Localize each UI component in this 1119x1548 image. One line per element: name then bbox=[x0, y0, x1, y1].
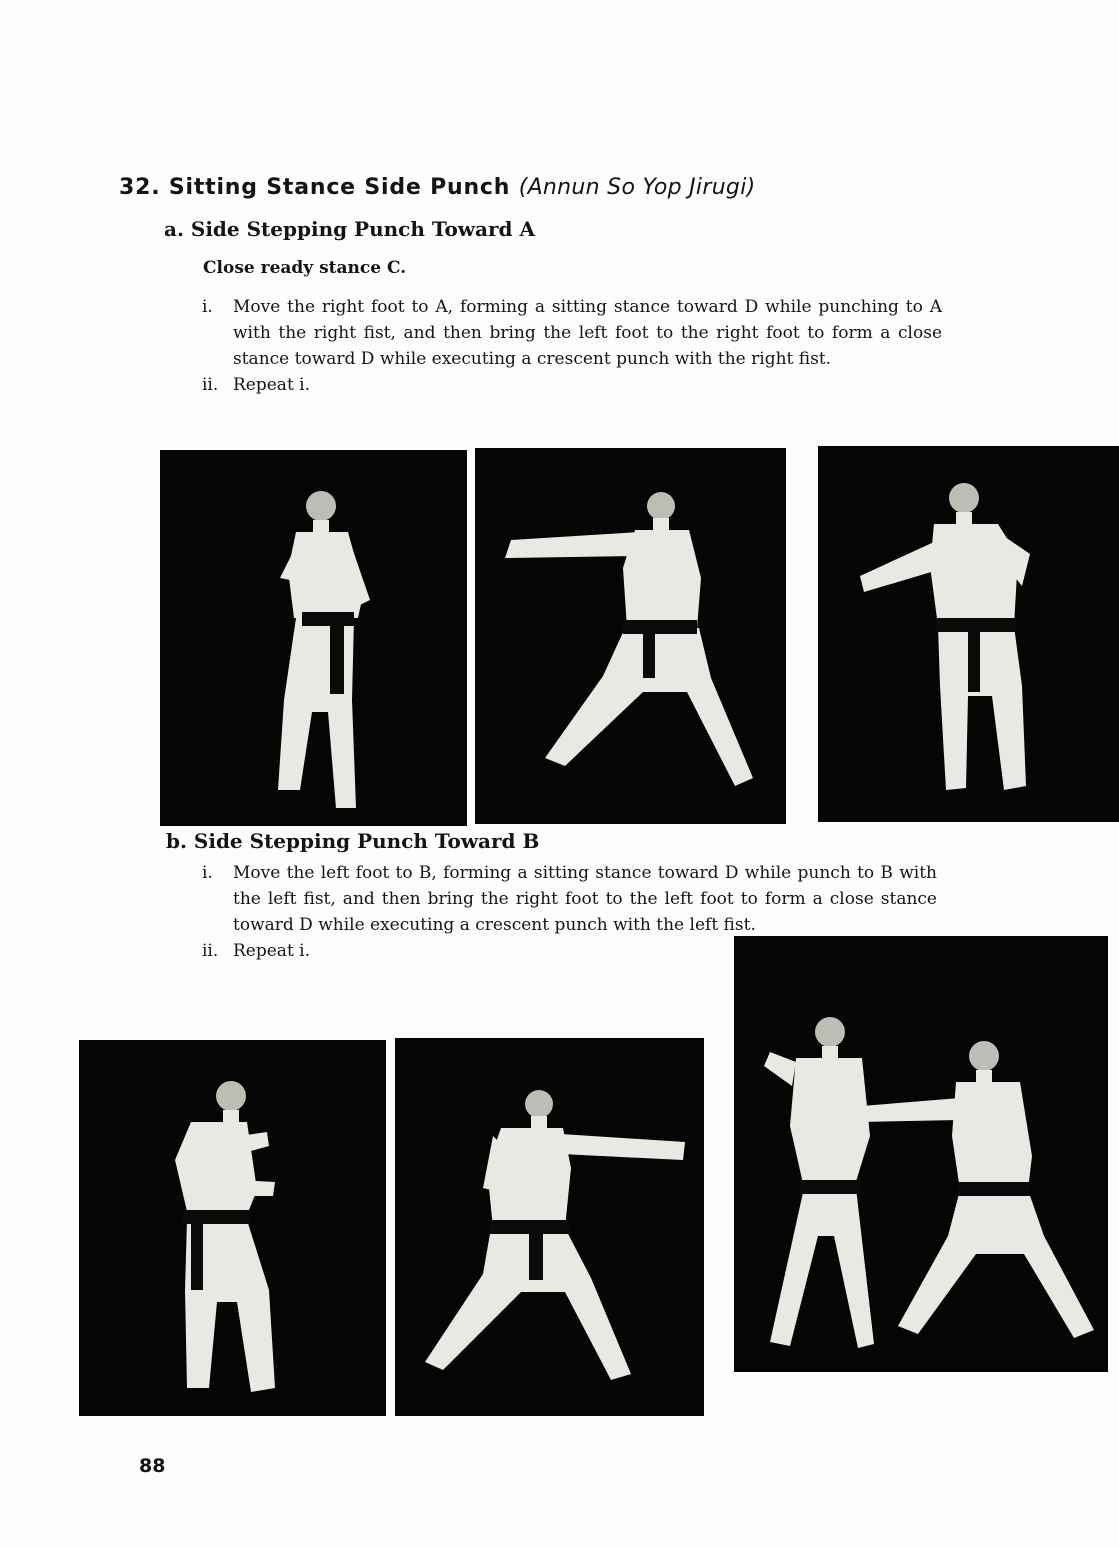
part-a-heading: a. Side Stepping Punch Toward A bbox=[164, 217, 535, 241]
step-item bbox=[202, 294, 942, 372]
section-title-korean: (Annun So Yop Jirugi) bbox=[518, 175, 756, 200]
part-a-steps bbox=[202, 294, 942, 398]
step-text: Move the left foot to B, forming a sitting stance toward D while punch to B with the left fist, and then bring the right foot to the left foot to form a close stance toward D while executing a crescent punch with the left fist. bbox=[233, 863, 937, 935]
photo-a-3 bbox=[818, 446, 1119, 822]
step-number: i. bbox=[202, 863, 213, 883]
photo-a-1 bbox=[160, 450, 467, 826]
step-item bbox=[202, 860, 937, 938]
step-number: ii. bbox=[202, 941, 219, 961]
step-number: i. bbox=[202, 297, 213, 317]
step-text: Move the right foot to A, forming a sitting stance toward D while punching to A with the right fist, and then bring the left foot to the right foot to form a close stance toward D while executing a crescent punch with the right fist. bbox=[233, 297, 942, 369]
page-number: 88 bbox=[139, 1455, 166, 1477]
step-number: ii. bbox=[202, 375, 219, 395]
ready-stance-note: Close ready stance C. bbox=[203, 258, 407, 278]
step-text: Repeat i. bbox=[233, 941, 311, 961]
section-title bbox=[119, 175, 756, 200]
photo-a-2 bbox=[475, 448, 786, 824]
photo-b-1 bbox=[79, 1040, 386, 1416]
section-title-main: 32. Sitting Stance Side Punch bbox=[119, 175, 511, 200]
step-text: Repeat i. bbox=[233, 375, 311, 395]
photo-b-3 bbox=[734, 936, 1108, 1372]
part-b-heading: b. Side Stepping Punch Toward B bbox=[166, 829, 540, 853]
step-item bbox=[202, 372, 942, 398]
photo-b-2 bbox=[395, 1038, 704, 1416]
